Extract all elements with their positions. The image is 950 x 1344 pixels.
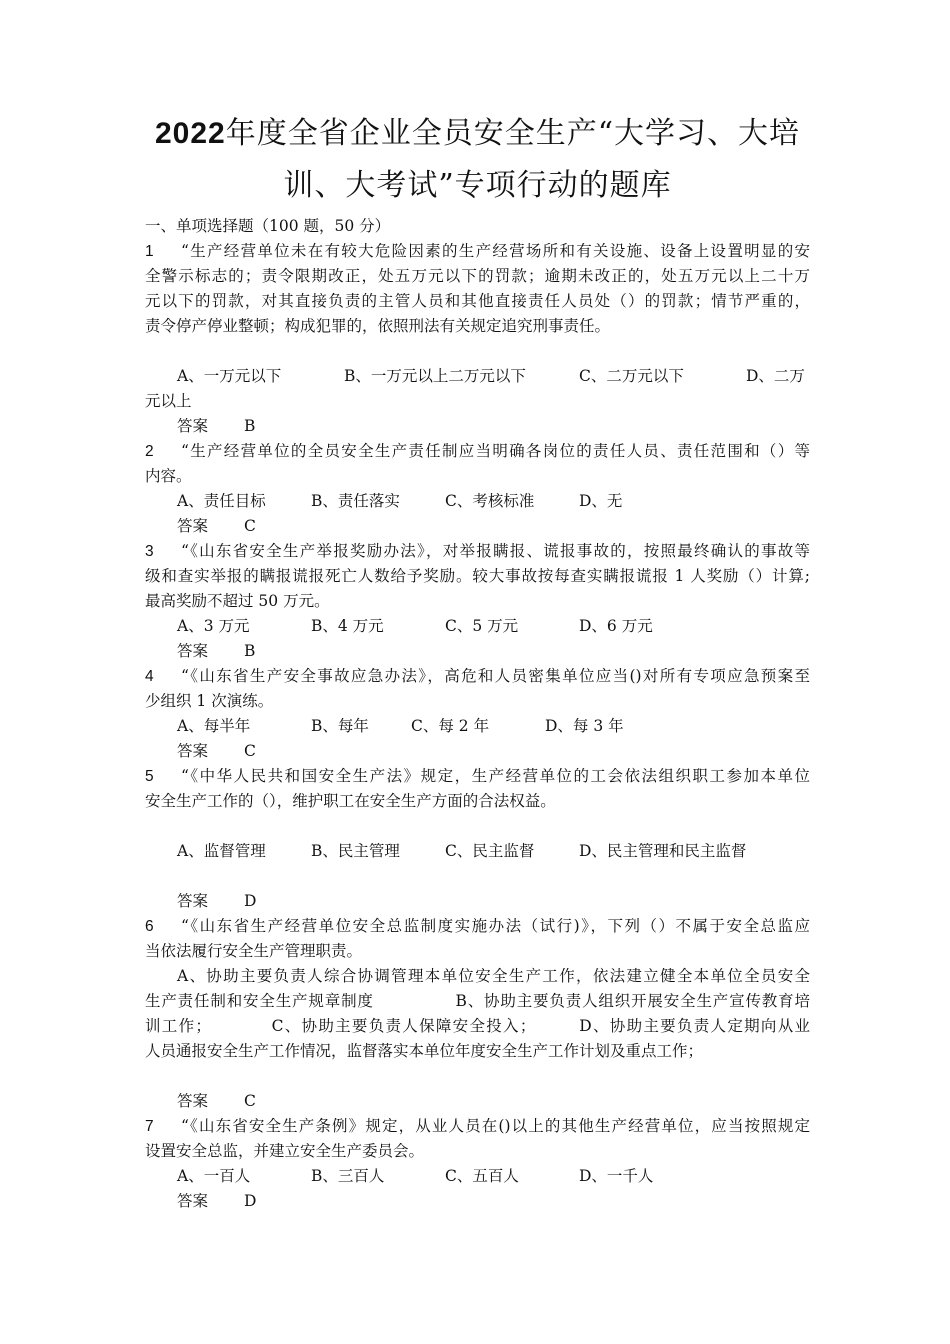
question-4-option-c: C、每 2 年: [411, 717, 490, 735]
question-5-option-d: D、民主管理和民主监督: [579, 842, 747, 860]
question-7-answer: D: [244, 1192, 257, 1210]
question-1-line-2: 全警示标志的；责令限期改正，处五万元以下的罚款；逾期未改正的，处五万元以上二十万: [145, 267, 810, 285]
document-title-line-1: 2022年度全省企业全员安全生产“大学习、大培: [154, 116, 801, 151]
question-6-option-line-2: 生产责任制和安全生产规章制度 B、协助主要负责人组织开展安全生产宣传教育培: [145, 992, 810, 1010]
question-2-option-c: C、考核标准: [445, 492, 535, 510]
question-3-option-c: C、5 万元: [445, 617, 519, 635]
question-7-option-a: A、一百人: [177, 1167, 251, 1185]
question-6-option-line-1: A、协助主要负责人综合协调管理本单位安全生产工作，依法建立健全本单位全员安全: [177, 967, 810, 985]
question-3-answer-label: 答案: [177, 642, 209, 660]
question-5-line-2: 安全生产工作的（），维护职工在安全生产方面的合法权益。: [145, 792, 556, 810]
question-4-answer: C: [244, 742, 256, 760]
question-3-line-1: 3 “《山东省安全生产举报奖励办法》，对举报瞒报、谎报事故的，按照最终确认的事故等: [145, 542, 810, 560]
question-2-line-2: 内容。: [145, 467, 192, 485]
question-7-option-b: B、三百人: [311, 1167, 385, 1185]
question-1-option-d-cont: 元以上: [145, 392, 192, 410]
document-title-line-2: 训、大考试”专项行动的题库: [283, 168, 672, 203]
question-4-option-d: D、每 3 年: [545, 717, 624, 735]
question-6-option-line-4: 人员通报安全生产工作情况，监督落实本单位年度安全生产工作计划及重点工作；: [145, 1042, 704, 1060]
question-5-answer: D: [244, 892, 257, 910]
question-3-option-a: A、3 万元: [177, 617, 250, 635]
question-1-answer-label: 答案: [177, 417, 209, 435]
question-3-option-d: D、6 万元: [579, 617, 653, 635]
question-6-line-1: 6 “《山东省生产经营单位安全总监制度实施办法（试行)》，下列（）不属于安全总监应: [145, 917, 810, 935]
question-5-option-a: A、监督管理: [177, 842, 266, 860]
question-5-option-c: C、民主监督: [445, 842, 535, 860]
question-3-line-2: 级和查实举报的瞒报谎报死亡人数给予奖励。较大事故按每查实瞒报谎报 1 人奖励（）计算;: [145, 567, 810, 585]
question-1-line-1: 1 “生产经营单位未在有较大危险因素的生产经营场所和有关设施、设备上设置明显的安: [145, 242, 810, 260]
question-1-line-3: 元以下的罚款，对其直接负责的主管人员和其他直接责任人员处（）的罚款；情节严重的，: [145, 292, 810, 310]
question-3-line-3: 最高奖励不超过 50 万元。: [145, 592, 330, 610]
question-4-answer-label: 答案: [177, 742, 209, 760]
question-7-answer-label: 答案: [177, 1192, 209, 1210]
question-6-answer: C: [244, 1092, 256, 1110]
question-7-line-2: 设置安全总监，并建立安全生产委员会。: [145, 1142, 425, 1160]
question-7-option-c: C、五百人: [445, 1167, 519, 1185]
question-1-option-d: D、二万: [746, 367, 805, 385]
question-1-option-c: C、二万元以下: [579, 367, 684, 385]
question-2-option-b: B、责任落实: [311, 492, 400, 510]
question-6-option-line-3: 训工作； C、协助主要负责人保障安全投入； D、协助主要负责人定期向从业: [145, 1017, 810, 1035]
question-7-option-d: D、一千人: [579, 1167, 654, 1185]
question-4-option-a: A、每半年: [177, 717, 251, 735]
question-6-answer-label: 答案: [177, 1092, 209, 1110]
question-1-answer: B: [244, 417, 256, 435]
question-1-option-a: A、一万元以下: [177, 367, 282, 385]
question-5-line-1: 5 “《中华人民共和国安全生产法》规定，生产经营单位的工会依法组织职工参加本单位: [145, 767, 810, 785]
question-1-line-4: 责令停产停业整顿；构成犯罪的，依照刑法有关规定追究刑事责任。: [145, 317, 611, 335]
question-2-answer: C: [244, 517, 256, 535]
question-2-line-1: 2 “生产经营单位的全员安全生产责任制应当明确各岗位的责任人员、责任范围和（）等: [145, 442, 810, 460]
question-3-option-b: B、4 万元: [311, 617, 384, 635]
question-1-option-b: B、一万元以上二万元以下: [344, 367, 526, 385]
question-4-line-2: 少组织 1 次演练。: [145, 692, 274, 710]
question-7-line-1: 7 “《山东省安全生产条例》规定，从业人员在()以上的其他生产经营单位，应当按照规定: [145, 1117, 810, 1135]
question-2-option-d: D、无: [579, 492, 623, 510]
question-2-option-a: A、责任目标: [177, 492, 266, 510]
question-3-answer: B: [244, 642, 256, 660]
question-4-line-1: 4 “《山东省生产安全事故应急办法》，高危和人员密集单位应当()对所有专项应急预案至: [145, 667, 810, 685]
question-6-line-2: 当依法履行安全生产管理职责。: [145, 942, 363, 960]
section-header: 一、单项选择题（100 题，50 分）: [145, 217, 391, 235]
question-2-answer-label: 答案: [177, 517, 209, 535]
question-5-option-b: B、民主管理: [311, 842, 400, 860]
question-5-answer-label: 答案: [177, 892, 209, 910]
question-4-option-b: B、每年: [311, 717, 369, 735]
